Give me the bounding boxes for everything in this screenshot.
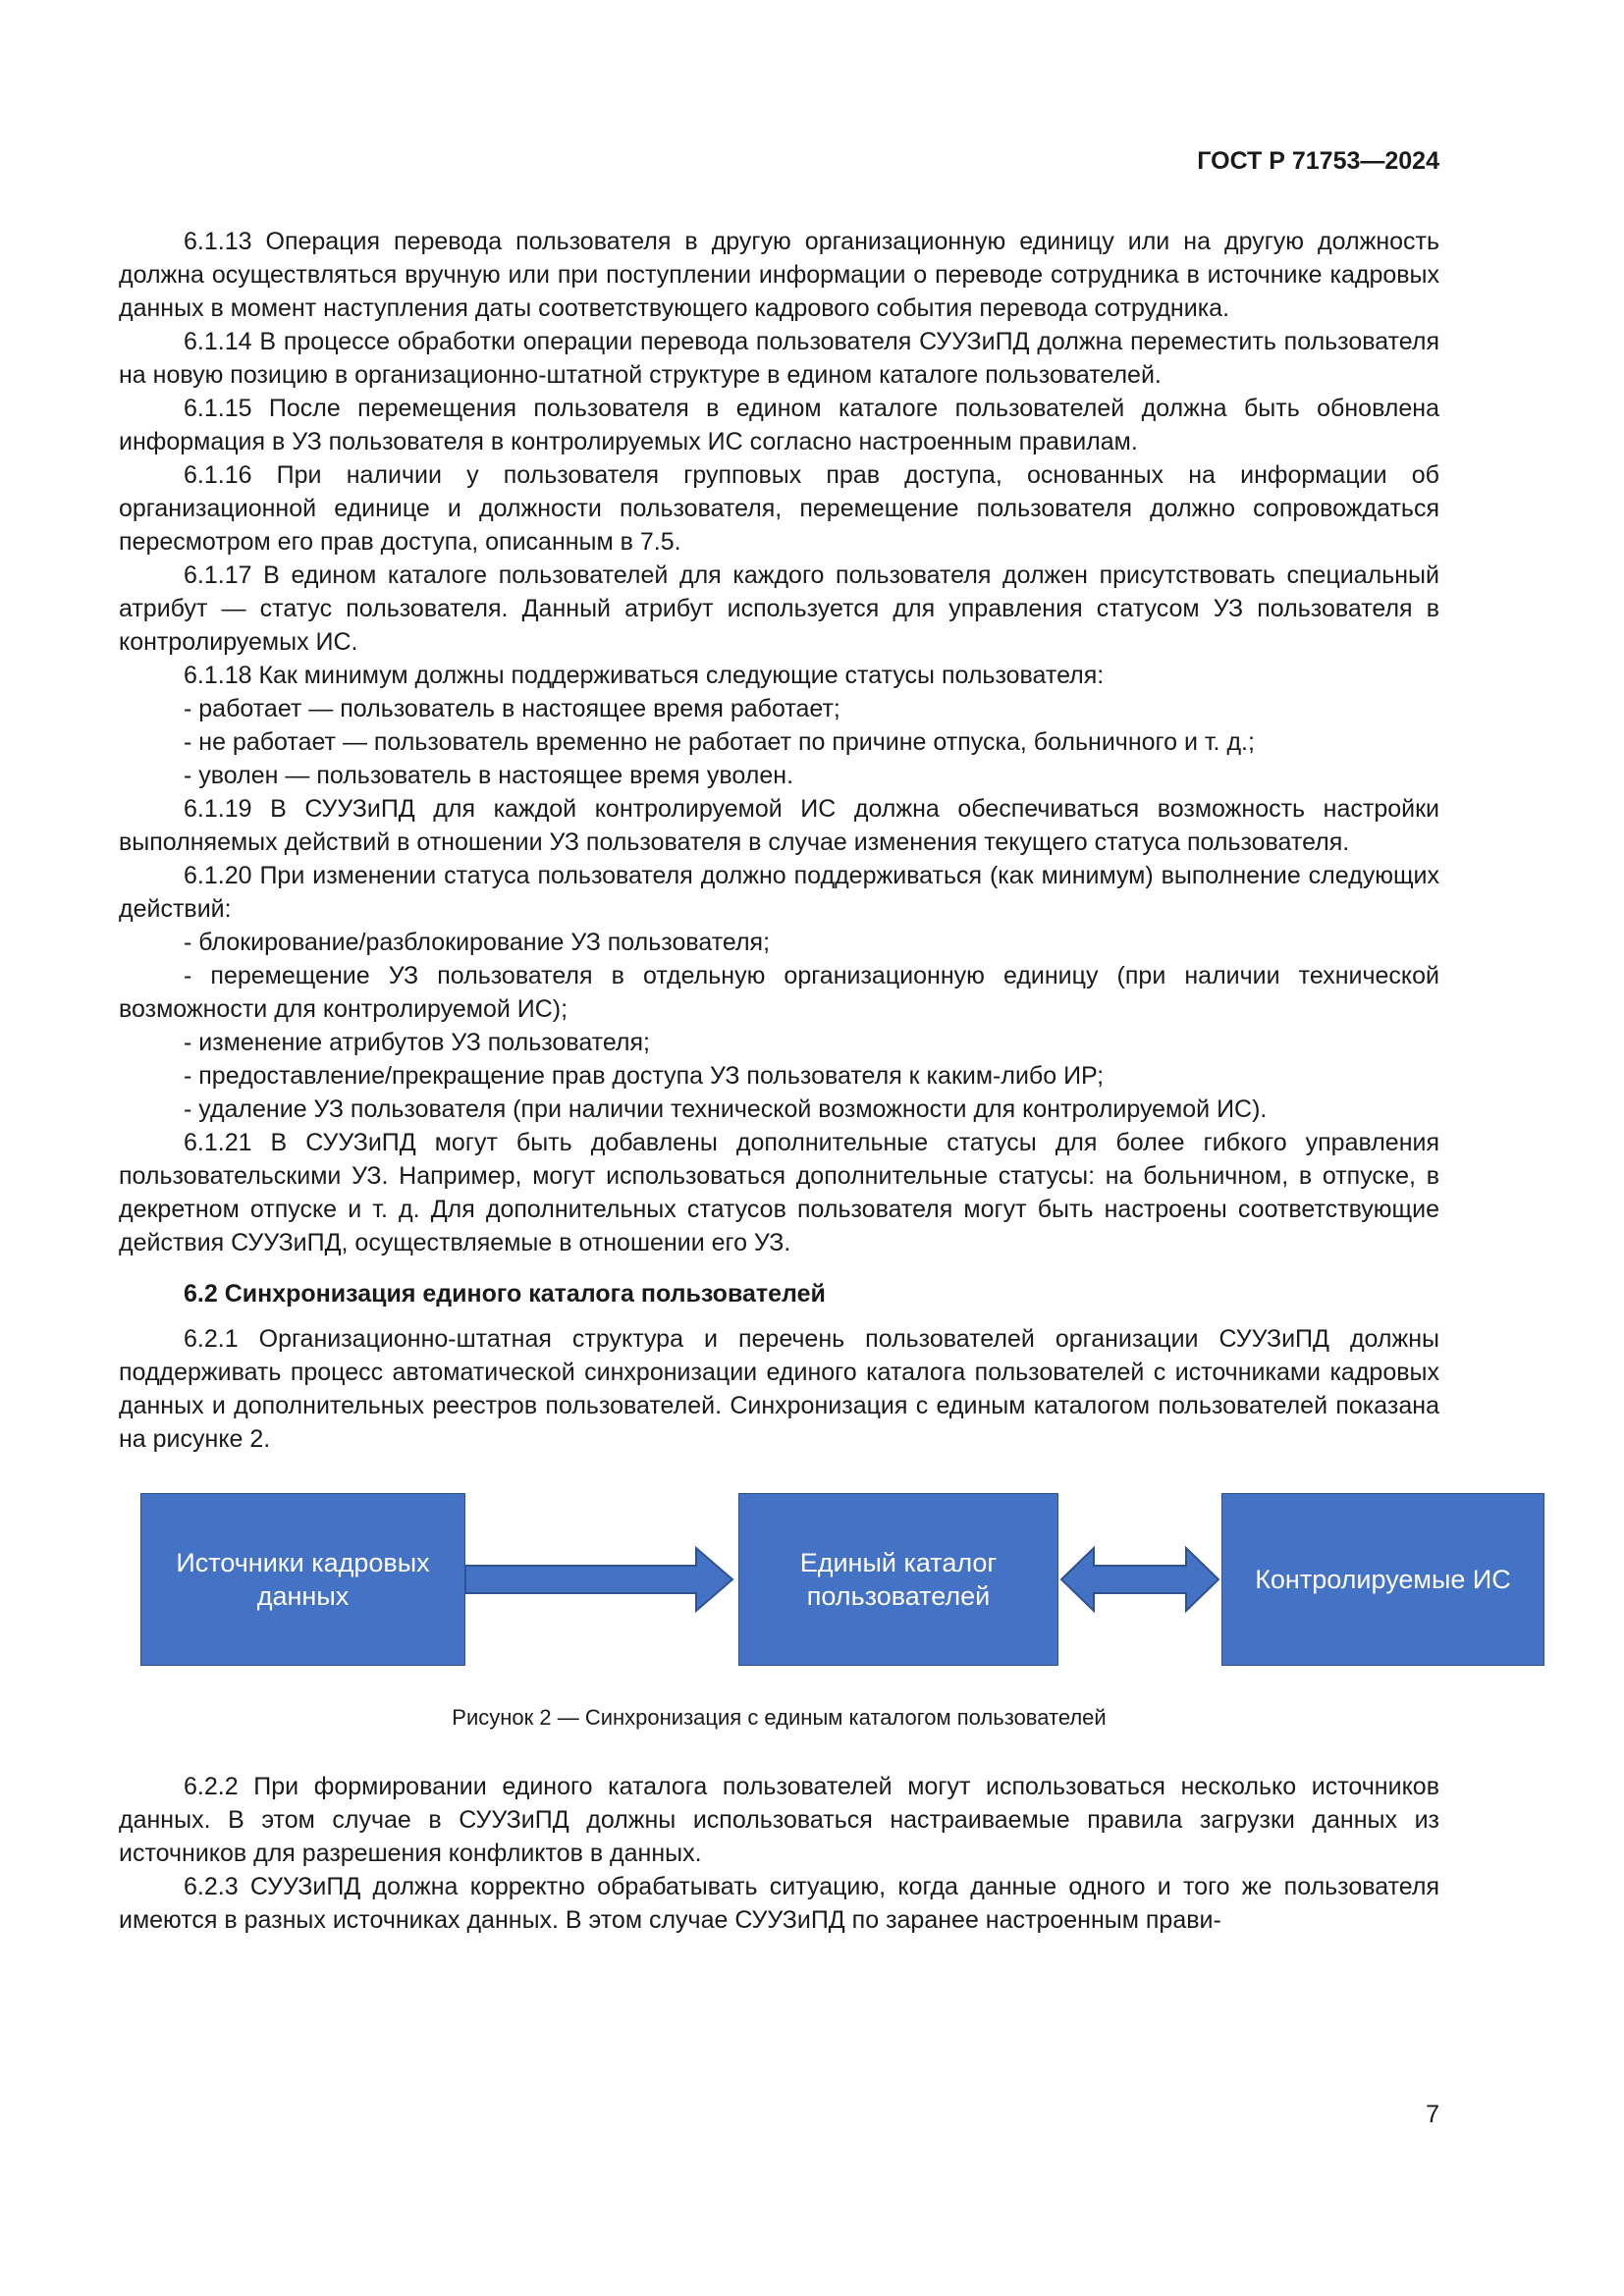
list-item: - изменение атрибутов УЗ пользователя; <box>184 1029 650 1056</box>
double-arrow-icon <box>1058 1544 1221 1615</box>
paragraph-6-2-2: 6.2.2 При формировании единого каталога пользователей могут использоваться несколько источников данных. В этом случае в СУУЗиПД должны использоваться настраиваемые правила загрузки данных из источников для разрешения конфликтов в данных. <box>119 1773 1439 1867</box>
paragraph-6-1-14: 6.1.14 В процессе обработки операции перевода пользователя СУУЗиПД должна переместить пользователя на новую позицию в организационно-штатной структуре в едином каталоге пользователей. <box>119 328 1439 389</box>
section-heading: 6.2 Синхронизация единого каталога пользователей <box>184 1280 826 1308</box>
page-number: 7 <box>1426 2101 1439 2128</box>
list-item: - работает — пользователь в настоящее время работает; <box>184 695 840 722</box>
document-body <box>119 225 1511 1937</box>
right-arrow-icon <box>465 1544 738 1615</box>
document-header: ГОСТ Р 71753—2024 <box>1197 147 1439 175</box>
list-item: - удаление УЗ пользователя (при наличии технической возможности для контролируемой ИС). <box>184 1095 1268 1123</box>
paragraph-6-1-13: 6.1.13 Операция перевода пользователя в другую организационную единицу или на другую должность должна осуществляться вручную или при поступлении информации о переводе сотрудника в источнике кадровых данных в момент наступления даты соответствующего кадрового события перевода сотрудника. <box>119 228 1439 322</box>
figure-caption: Рисунок 2 — Синхронизация с единым каталогом пользователей <box>452 1705 1107 1730</box>
box-hr-sources: Источники кадровых данных <box>140 1493 465 1666</box>
sync-diagram <box>119 1493 1511 1689</box>
list-item: - уволен — пользователь в настоящее время уволен. <box>184 762 794 789</box>
paragraph-6-1-16: 6.1.16 При наличии у пользователя групповых прав доступа, основанных на информации об организационной единице и должности пользователя, перемещение пользователя должно сопровождаться пересмотром его прав доступа, описанным в 7.5. <box>119 461 1439 556</box>
paragraph-6-2-3: 6.2.3 СУУЗиПД должна корректно обрабатывать ситуацию, когда данные одного и того же пользователя имеются в разных источниках данных. В этом случае СУУЗиПД по заранее настроенным прави- <box>119 1873 1439 1934</box>
list-item: - перемещение УЗ пользователя в отдельную организационную единицу (при наличии технической возможности для контролируемой ИС); <box>119 962 1439 1023</box>
list-item: - блокирование/разблокирование УЗ пользователя; <box>184 929 771 956</box>
list-item: - не работает — пользователь временно не работает по причине отпуска, больничного и т. д.; <box>184 728 1255 756</box>
paragraph-6-1-18: 6.1.18 Как минимум должны поддерживаться следующие статусы пользователя: <box>184 662 1105 689</box>
list-item: - предоставление/прекращение прав доступа УЗ пользователя к каким-либо ИР; <box>184 1062 1105 1090</box>
paragraph-6-1-21: 6.1.21 В СУУЗиПД могут быть добавлены дополнительные статусы для более гибкого управления пользовательскими УЗ. Например, могут использоваться дополнительные статусы: на больничном, в отпуске, в декретном отпуске и т. д. Для дополнительных статусов пользователя могут быть настроены соответствующие действия СУУЗиПД, осуществляемые в отношении его УЗ. <box>119 1129 1439 1256</box>
paragraph-6-2-1: 6.2.1 Организационно-штатная структура и перечень пользователей организации СУУЗиПД должны поддерживать процесс автоматической синхронизации единого каталога пользователей с источниками кадровых данных и дополнительных реестров пользователей. Синхронизация с единым каталогом пользователей показана на рисунке 2. <box>119 1325 1439 1453</box>
paragraph-6-1-19: 6.1.19 В СУУЗиПД для каждой контролируемой ИС должна обеспечиваться возможность настройки выполняемых действий в отношении УЗ пользователя в случае изменения текущего статуса пользователя. <box>119 795 1439 856</box>
box-controlled-is: Контролируемые ИС <box>1221 1493 1544 1666</box>
box-unified-catalog: Единый каталог пользователей <box>738 1493 1058 1666</box>
paragraph-6-1-20: 6.1.20 При изменении статуса пользователя должно поддерживаться (как минимум) выполнение следующих действий: <box>119 862 1439 923</box>
paragraph-6-1-17: 6.1.17 В едином каталоге пользователей для каждого пользователя должен присутствовать специальный атрибут — статус пользователя. Данный атрибут используется для управления статусом УЗ пользователя в контролируемых ИС. <box>119 561 1439 656</box>
paragraph-6-1-15: 6.1.15 После перемещения пользователя в едином каталоге пользователей должна быть обновлена информация в УЗ пользователя в контролируемых ИС согласно настроенным правилам. <box>119 395 1439 455</box>
